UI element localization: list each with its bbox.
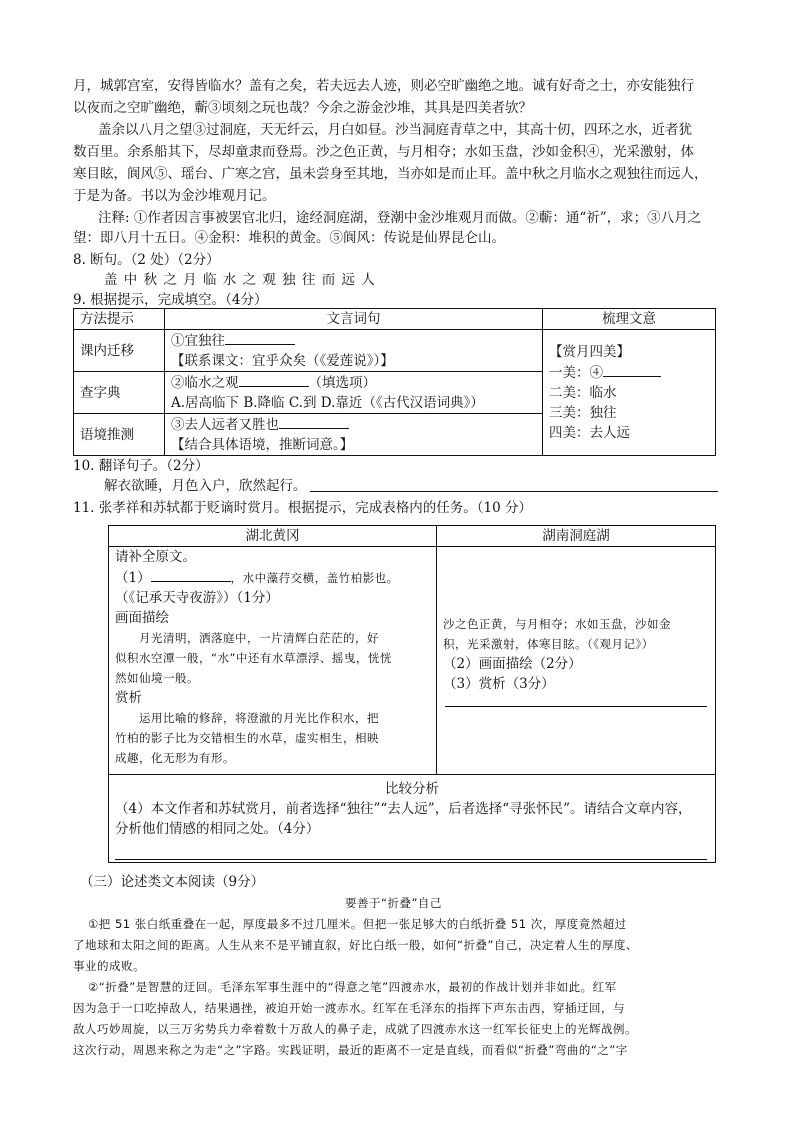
q11-right-line: 积，光采激射，体寒目眩。（《观月记》） (443, 637, 654, 651)
q8-sentence: 盖 中 秋 之 月 临 水 之 观 独 往 而 远 人 (104, 272, 376, 288)
q9-header: 文言词句 (165, 309, 543, 330)
answer-blank[interactable] (279, 414, 349, 429)
q11-left-line: 然如仙境一般。 (115, 671, 199, 685)
q11-left-line: 运用比喻的修辞，将澄澈的月光比作积水，把 (139, 711, 379, 725)
q9-row3-line1: ③去人远者又胜也 (171, 417, 279, 433)
q11-compare-line: 分析他们情感的相同之处。（4分） (115, 821, 320, 837)
q9-header: 方法提示 (74, 309, 165, 330)
q11-right-cell (437, 547, 716, 775)
summary-item: 二美：临水 (549, 385, 617, 401)
q11-right-line: 沙之色正黄，与月相夺；水如玉盘，沙如金 (443, 617, 671, 631)
notes-line: 注释: ①作者因言事被罢官北归，途经洞庭湖，登潮中金沙堆观月而做。②蘄：通“祈”，求；③八月之 (98, 210, 702, 226)
q9-cell (165, 330, 543, 372)
passage-line: 数百里。余系船其下，尽却童隶而登焉。沙之色正黄，与月相夺；水如玉盘，沙如金积④，光采激射，体 (73, 144, 694, 160)
q11-title: 11. 张孝祥和苏轼都于贬谪时赏月。根据提示，完成表格内的任务。（10 分） (73, 500, 532, 516)
essay-p1-line: 了地球和太阳之间的距离。人生从来不是平铺直叙，好比白纸一般，如何“折叠”自己，决定着人生的厚度、 (73, 938, 638, 952)
q9-method: 查字典 (74, 372, 165, 414)
q10-sentence: 解衣欲睡，月色入户，欣然起行。 (104, 478, 307, 494)
q9-method: 语境推测 (74, 414, 165, 456)
q11-compare-title: 比较分析 (385, 781, 439, 797)
summary-item: 三美：独往 (549, 405, 617, 421)
q11-left-line: 似积水空潭一般，“水”中还有水草漂浮、摇曳，恍恍 (115, 651, 392, 665)
q9-cell (165, 372, 543, 414)
answer-blank[interactable] (239, 372, 309, 387)
q11-left-line: （《记承天寺夜游》）（1分） (115, 590, 279, 606)
q9-row2-line2: A.居高临下 B.降临 C.到 D.靠近（《古代汉语词典》） (171, 395, 484, 411)
q11-left-line: 竹柏的影子比为交错相生的水草，虚实相生，相映 (115, 731, 379, 745)
q9-row1-line2: 【联系课文：宜乎众矣（《爱莲说》）】 (171, 353, 394, 369)
q11-left-line: 画面描绘 (115, 610, 169, 626)
q9-table (73, 308, 716, 456)
q11-left-line: 月光清明，洒落庭中，一片清辉白茫茫的，好 (139, 631, 379, 645)
q9-row2-line1: ②临水之观 (171, 375, 239, 391)
essay-p1-line: 事业的成败。 (73, 959, 145, 973)
essay-title: 要善于“折叠”自己 (345, 896, 442, 910)
q9-summary-cell (543, 330, 716, 456)
passage-line: 寒目眩，阆风⑤、瑶台、广寒之宫，虽未尝身至其地，当亦如是而止耳。盖中秋之月临水之观独往而远人， (73, 166, 708, 182)
essay-p2-line: ②“折叠”是智慧的迂回。毛泽东军事生涯中的“得意之笔”四渡赤水，最初的作战计划并非如此。红军 (88, 980, 617, 994)
q11-left-line: （1） (115, 570, 151, 586)
q8-title: 8. 断句。（2 处）（2分） (73, 252, 220, 268)
essay-p2-line: 这次行动，周恩来称之为走“之”字路。实践证明，最近的距离不一定是直线，而看似“折叠”弯曲的“之”字 (73, 1043, 628, 1057)
q11-col-header: 湖南洞庭湖 (437, 526, 716, 547)
answer-blank[interactable] (151, 567, 231, 582)
essay-p2-line: 敌人巧妙周旋，以三万劣势兵力牵着数十万敌人的鼻子走，成就了四渡赤水这一红军长征史上的光辉战例。 (73, 1022, 637, 1036)
q9-row2-suffix: （填选项） (308, 375, 376, 391)
q11-left-line: 赏析 (115, 690, 142, 706)
q11-left-cell (109, 547, 437, 775)
answer-line[interactable] (115, 859, 707, 860)
q10-title: 10. 翻译句子。（2分） (73, 458, 209, 474)
essay-p2-line: 因为急于一口吃掉敌人，结果遇挫，被迫开始一渡赤水。红军在毛泽东的指挥下声东击西，穿插迂回，与 (73, 1001, 625, 1015)
q11-left-line: 请补全原文。 (115, 549, 196, 565)
summary-item: 四美：去人远 (549, 425, 630, 441)
q9-row1-line1: ①宜独往 (171, 333, 225, 349)
notes-line: 望：即八月十五日。④金积：堆积的黄金。⑤阆风：传说是仙界昆仑山。 (73, 230, 505, 246)
summary-item: 一美：④ (549, 365, 603, 381)
q11-compare-cell (109, 775, 716, 863)
answer-line[interactable] (445, 706, 707, 707)
passage-line: 于是为备。书以为金沙堆观月记。 (73, 188, 276, 204)
q9-method: 课内迁移 (74, 330, 165, 372)
answer-line[interactable] (310, 491, 718, 492)
q9-header: 梳理文意 (543, 309, 716, 330)
passage-line: 盖余以八月之望③过洞庭，天无纤云，月白如昼。沙当洞庭青草之中，其高十仞，四环之水，近者犹 (98, 122, 692, 138)
answer-blank[interactable] (225, 330, 295, 345)
q11-compare-line: （4）本文作者和苏轼赏月，前者选择“独往”“去人远”，后者选择“寻张怀民”。请结合文章内容， (115, 801, 692, 817)
q9-cell (165, 414, 543, 456)
q11-col-header: 湖北黄冈 (109, 526, 437, 547)
section3-title: （三）论述类文本阅读（9分） (80, 874, 265, 890)
q11-left-line: 成趣，化无形为有形。 (115, 751, 235, 765)
q9-row3-line2: 【结合具体语境，推断词意。】 (171, 437, 354, 453)
summary-title: 【赏月四美】 (549, 344, 630, 360)
answer-blank[interactable] (603, 362, 661, 377)
q11-table (108, 525, 716, 863)
q11-right-line: （3）赏析（3分） (443, 676, 555, 692)
essay-p1-line: ①把 51 张白纸重叠在一起，厚度最多不过几厘米。但把一张足够大的白纸折叠 51 次，厚度竟然超过 (88, 917, 627, 931)
q9-title: 9. 根据提示，完成填空。（4分） (73, 292, 268, 308)
passage-line: 月，城郭宫室，安得皆临水？盖有之矣，若夫远去人迹，则必空旷幽绝之地。诚有好奇之士，亦安能独行 (73, 78, 694, 94)
passage-line: 以夜而之空旷幽绝，蘄③顷刻之玩也哉？今余之游金沙堆，其具是四美者欤？ (73, 100, 532, 116)
q11-right-line: （2）画面描绘（2分） (443, 656, 582, 672)
q11-left-line: ，水中藻荇交横，盖竹柏影也。 (230, 571, 399, 585)
